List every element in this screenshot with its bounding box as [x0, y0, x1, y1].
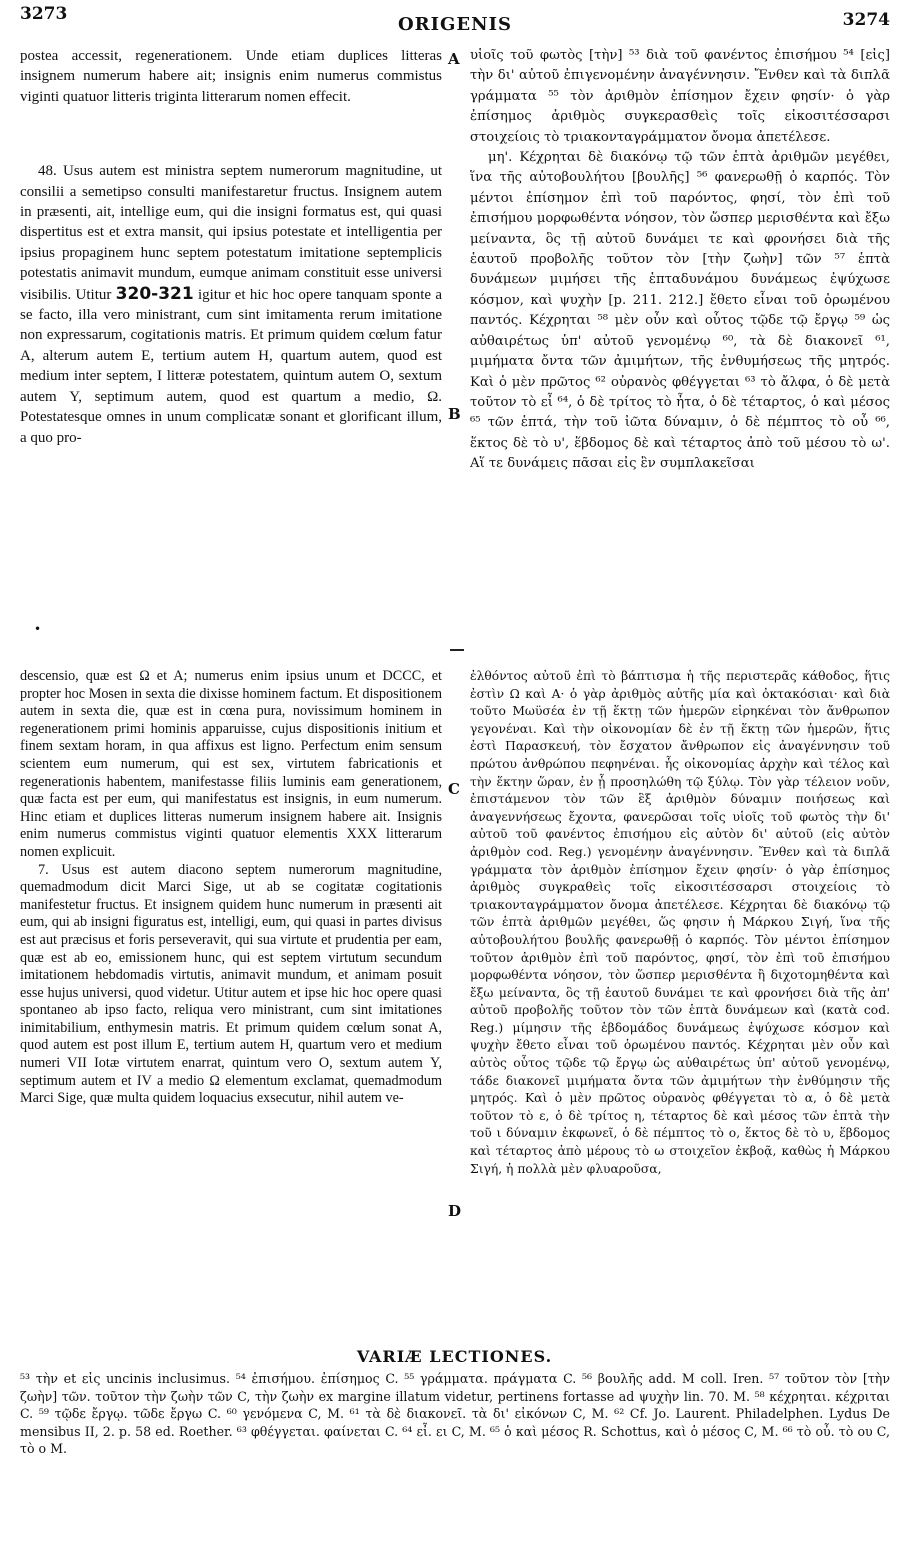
- margin-marker-a: A: [448, 50, 460, 68]
- latin-column-bottom: [20, 668, 442, 1108]
- latin-paragraph: 7. Usus est autem diacono septem numerorum magnitudine, quemadmodum dicit Marci Sige, ut ab se cogitatæ cogitationis manifestetur fructus. Et insignem quidem hunc numerum in præsenti ait eum, qui ab insigni figuratus est, intelligi, eum, qui quasi in partes divisus est aut præcisus et foris perseveravit, qui sua virtute et prudentia per eam, quæ est ab eo, emissionem hunc, qui est septem virtutum secundum imitationem hebdomadis virtutis, animavit mundum, et animam posuit esse hujus universi, quod videtur. Utitur autem et ipse hic hoc opere quasi spontaneo ab ipso facto, reliqua vero ministrant, cum sint imitationes inimitabilium, enthymesin matris. Et primum quidem cœlum sonat A, quod autem est post illum E, tertium autem H, quartum vero et medium numeri VII Iotæ virtutem enarrat, quintum vero O, sextum autem Υ, septimum autem et IV a medio Ω elementum exclamat, quemadmodum Marci Sige, quæ multa quidem loquacius exsecutur, nihil autem ve-: [20, 861, 442, 1107]
- greek-paragraph: μη'. Κέχρηται δὲ διακόνῳ τῷ τῶν ἑπτὰ ἀριθμῶν μεγέθει, ἵνα τῆς αὐτοβουλήτου [βουλῆς] ⁵⁶ φανερωθῇ ὁ καρπός. Τὸν μέντοι ἐπίσημον ἐπὶ τοῦ παρόντος, φησί, τὸν ἐπὶ τοῦ ἐπισήμου μορφωθέντα νόησον, τὸν ὥσπερ μερισθέντα καὶ ἔξω μείναντα, ὃς τῇ αὐτοῦ δυνάμει τε καὶ φρονήσει διὰ τῆς ἑαυτοῦ προβολῆς τοῦτον τὸν [τὴν ζωὴν] τῶν ⁵⁷ ἑπτὰ δυνάμεων μιμήσει τῆς ἑπταδυνάμου δυνάμεως ἐψύχωσε κόσμον, καὶ ψυχὴν [p. 211. 212.] ἔθετο εἶναι τοῦ ὁρωμένου παντός. Κέχρηται ⁵⁸ μὲν οὖν καὶ οὗτος τῷδε τῷ ἔργῳ ⁵⁹ ὡς αὐθαιρέτως ὑπ' αὐτοῦ γενομένῳ ⁶⁰, τὰ δὲ διακονεῖ ⁶¹, μιμήματα ὄντα τῶν ἀμιμήτων, τῆς ἐνθυμήσεως τῆς μητρός. Καὶ ὁ μὲν πρῶτος ⁶² οὐρανὸς φθέγγεται ⁶³ τὸ ἄλφα, ὁ δὲ μετὰ τοῦτον τὸ εἶ ⁶⁴, ὁ δὲ τρίτος τὸ ἦτα, ὁ δὲ τέταρτος, ὁ καὶ μέσος ⁶⁵ τῶν ἑπτά, τὴν τοῦ ἰῶτα δύναμιν, ὁ δὲ πέμπτος τὸ οὖ ⁶⁶, ἕκτος δὲ τὸ υ', ἕβδομος δὲ καὶ τέταρτος ἀπὸ τοῦ μέσου τὸ ω'. Αἵ τε δυνάμεις πᾶσαι εἰς ἓν συμπλακεῖσαι: [470, 150, 890, 472]
- latin-text: igitur et hic hoc opere tanquam sponte a se facto, illa vero ministrant, cum sint imitamenta rerum imitatione non expressarum, cogitationis matris. Et primum quidem cœlum fatur A, alterum autem E, tertium autem H, quartum autem, quod est medium inter septem, I litteræ potestatem, quintum autem O, sextum autem Υ, septimum autem, quod est quartum a medio, Ω. Potestatesque omnes in unum complicatæ sonant et glorificant illum, a quo pro-: [20, 286, 443, 446]
- variae-lectiones-notes: ⁵³ τὴν et εἰς uncinis inclusimus. ⁵⁴ ἐπισήμου. ἐπίσημος C. ⁵⁵ γράμματα. πράγματα C. ⁵⁶ βουλῆς add. M coll. Iren. ⁵⁷ τοῦτον τὸν [τὴν ζωὴν] τῶν. τοῦτον τὴν ζωὴν τῶν C, τὴν ζωὴν ex margine illatum videtur, pertinens fortasse ad ψυχὴν lin. 70. M. ⁵⁸ κέχρηται. κέχριται C. ⁵⁹ τῷδε ἔργῳ. τῶδε ἔργω C. ⁶⁰ γενόμενα C, M. ⁶¹ τὰ δὲ διακονεῖ. τὰ δι' εἰκόνων C, M. ⁶² Cf. Jo. Laurent. Philadelphen. Lydus De mensibus II, 2. p. 58 ed. Roether. ⁶³ φθέγγεται. φαίνεται C. ⁶⁴ εἶ. ει C, M. ⁶⁵ ὁ καὶ μέσος R. Schottus, καὶ ὁ μέσος C, M. ⁶⁶ τὸ οὖ. τὸ ου C, τὸ ο M.: [20, 1371, 890, 1457]
- latin-paragraph: postea accessit, regenerationem. Unde etiam duplices litteras insignem numerum habere ait; insignis enim numerus commistus viginti quatuor litteris triginta litterarum nomen effecit.: [20, 48, 442, 105]
- section-divider: [450, 649, 464, 651]
- latin-paragraph: [20, 161, 442, 448]
- margin-marker-b: B: [448, 405, 461, 423]
- page-reference: 320-321: [115, 283, 194, 304]
- latin-text: 48. Usus autem est ministra septem numerorum magnitudine, ut consilii a semetipso consulti manifestaretur fructus. Insignem autem in præsenti, ait, intellige eum, qui die insigni formatus est, qui quasi dispertitus est et extra mansit, qui ipsius potestate et intelligentia per ipsius propaginem hunc septem potestatum imitatione septemplicis potestatis animavit mundum, eumque animam constituit esse universi visibilis. Utitur: [20, 163, 442, 303]
- margin-marker-d: D: [448, 1202, 462, 1220]
- latin-paragraph: descensio, quæ est Ω et A; numerus enim ipsius unum et DCCC, et propter hoc Mosen in sexta die dixisse hominem factum. Et dispositionem autem in sexta die, quæ est in cœna pura, novissimum hominem in regenerationem primi hominis apparuisse, cujus dispositionis initium et finem sextam horam, in qua affixus est ligno. Perfectum enim sensum scientem eum numerum, qui est sex, virtutem fabricationis et regenerationis habentem, manifestasse filiis luminis eam generationem, quæ facta est per eum, qui manifestatus est insignis, in eum numerum. Hinc etiam et duplices litteras numerum insignem habere ait. Insignis enim numerus commistus viginti quatuor elementis XXX litterarum nomen explicuit.: [20, 668, 442, 860]
- margin-marker-c: C: [448, 780, 460, 798]
- page-header: [20, 4, 890, 38]
- greek-column-bottom: [470, 668, 890, 1178]
- page-number-left: 3273: [20, 4, 68, 24]
- page-number-right: 3274: [842, 10, 890, 30]
- greek-paragraph: ἐλθόντος αὐτοῦ ἐπὶ τὸ βάπτισμα ἡ τῆς περιστερᾶς κάθοδος, ἥτις ἐστὶν Ω καὶ Α· ὁ γὰρ ἀριθμὸς αὐτῆς μία καὶ ὀκτακόσιαι· καὶ διὰ τοῦτο Μωϋσέα ἐν τῇ ἕκτῃ τῶν ἡμερῶν εἰρηκέναι τὸν ἄνθρωπον γεγονέναι. Καὶ τὴν οἰκονομίαν δὲ ἐν τῇ ἕκτῃ τῶν ἡμερῶν, ἥτις ἐστὶ Παρασκευή, τὸν ἔσχατον ἄνθρωπον εἰς ἀναγέννησιν τοῦ πρώτου ἀνθρώπου πεφηνέναι. ἧς οἰκονομίας ἀρχὴν καὶ τέλος καὶ τὴν ἕκτην ὥραν, ἐν ᾗ προσηλώθη τῷ ξύλῳ. Τὸν γὰρ τέλειον νοῦν, ἐπιστάμενον τὸν τῶν ἓξ ἀριθμὸν δύναμιν ποιήσεως καὶ ἀναγεννήσεως ἔχοντα, φανερῶσαι τοῖς υἱοῖς τοῦ φωτὸς τὴν δι' αὐτοῦ τοῦ φανέντος ἐπισήμου εἰς αὐτὸν δι' αὐτοῦ (εἰς αὐτὸν ἀριθμὸν cod. Reg.) γενομένην ἀναγέννησιν. Ἔνθεν καὶ τὰ διπλᾶ γράμματα τὸν ἀριθμὸν ἐπίσημον ἔχειν φησίν· ὁ γὰρ ἐπίσημος ἀριθμὸς συγκραθεὶς τοῖς εἰκοσιτέσσαρσι στοιχείοις τὸ τριακονταγράμματον ὄνομα ἀπετέλεσε. Κέχρηται δὲ διακόνῳ τῷ τῶν ἑπτὰ ἀριθμῶν μεγέθει, ὥς φησιν ἡ Μάρκου Σιγή, ἵνα τῆς αὐτοβουλήτου βουλῆς φανερωθῇ ὁ καρπός. Τὸν μέντοι ἐπίσημον τοῦτον ἀριθμὸν ἐπὶ τοῦ παρόντος, φησί, τὸν ἐπὶ τοῦ ἐπισήμου μορφωθέντα νόησον, τὸν ὥσπερ μερισθέντα ἢ διχοτομηθέντα καὶ ἔξω μείναντα, ὃς τῇ ἑαυτοῦ δυνάμει τε καὶ φρονήσει διὰ τῆς ἀπ' αὐτοῦ προβολῆς τοῦτον τὸν τῶν ἑπτὰ δυνάμεων καὶ (κατὰ cod. Reg.) μίμησιν τῆς ἑβδομάδος δυνάμεως ἐψύχωσε κόσμον καὶ ψυχὴν ἔθετο εἶναι τοῦ ὁρωμένου παντός. Κέχρηται μὲν οὖν καὶ αὐτὸς οὗτος τῷδε τῷ ἔργῳ ὡς αὐθαιρέτως ὑπ' αὐτοῦ γενομένῳ, τάδε διακονεῖ μιμήματα ὄντα τῶν ἀμιμήτων τὴν ἐνθύμησιν τῆς μητρός. Καὶ ὁ μὲν πρῶτος οὐρανὸς φθέγγεται τὸ α, ὁ δὲ μετὰ τοῦτον τὸ ε, ὁ δὲ τρίτος η, τέταρτος δὲ καὶ μέσος τῶν ἑπτὰ τὴν τοῦ ι δύναμιν ἐκφωνεῖ, ὁ δὲ πέμπτος τὸ ο, ἕκτος δὲ τὸ υ, ἕβδομος καὶ τέταρτος ἀπὸ μέρους τὸ ω στοιχεῖον ἐκβοᾷ, καθὼς ἡ Μάρκου Σιγή, ἡ πολλὰ μὲν φλυαροῦσα,: [470, 669, 890, 1176]
- greek-paragraph: υἱοῖς τοῦ φωτὸς [τὴν] ⁵³ διὰ τοῦ φανέντος ἐπισήμου ⁵⁴ [εἰς] τὴν δι' αὐτοῦ ἐπιγενομένην ἀναγέννησιν. Ἔνθεν καὶ τὰ διπλᾶ γράμματα ⁵⁵ τὸν ἀριθμὸν ἐπίσημον ἔχειν φησίν· ὁ γὰρ ἐπίσημος ἀριθμὸς συγκερασθεὶς τοῖς εἰκοσιτέσσαρσι στοιχείοις τὸ τριακονταγράμματον ὄνομα ἀπετέλεσε.: [470, 48, 890, 145]
- greek-column-top: [470, 46, 890, 475]
- ornament-dot: •: [34, 622, 42, 636]
- latin-column-top: [20, 46, 442, 448]
- variae-lectiones-title: VARIÆ LECTIONES.: [356, 1347, 553, 1366]
- running-title: ORIGENIS: [397, 14, 513, 35]
